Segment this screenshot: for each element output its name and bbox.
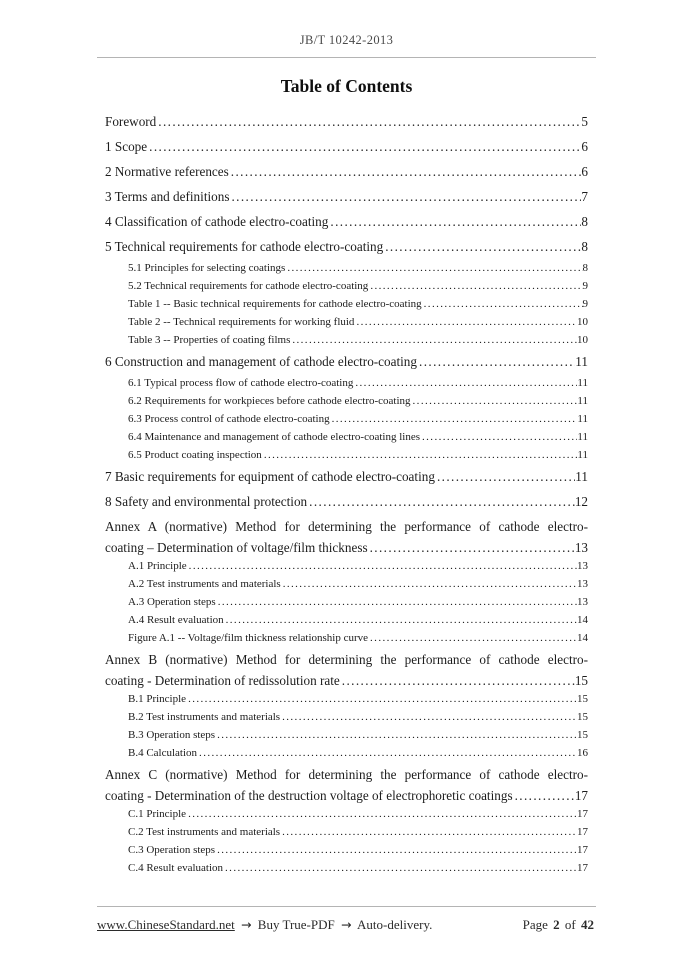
toc-entry	[105, 134, 588, 159]
toc-entry-page: 11	[575, 354, 588, 369]
toc-entry-page: 17	[577, 844, 588, 856]
toc-entry	[105, 446, 588, 464]
dot-leader	[187, 557, 577, 575]
dot-leader	[229, 184, 581, 209]
toc-entry	[105, 259, 588, 277]
toc-entry-page: 11	[577, 413, 588, 425]
toc-entry-page: 11	[577, 431, 588, 443]
dot-leader	[513, 787, 575, 805]
toc-entry	[105, 313, 588, 331]
toc-entry	[105, 859, 588, 877]
dot-leader	[285, 259, 582, 277]
toc-entry	[105, 159, 588, 184]
dot-leader	[417, 349, 575, 374]
dot-leader	[215, 841, 577, 859]
toc-entry-page: 7	[581, 189, 588, 204]
toc-entry	[105, 672, 588, 690]
arrow-icon: →	[340, 917, 352, 932]
arrow-icon: →	[241, 917, 252, 932]
toc-entry-page: 10	[577, 334, 588, 346]
toc-entry-page: 6	[581, 164, 588, 179]
toc-entry-page: 8	[581, 239, 588, 254]
dot-leader	[216, 593, 577, 611]
toc-entry-page: 11	[577, 377, 588, 389]
toc-entry-label: 5.1 Principles for selecting coatings	[128, 262, 286, 274]
dot-leader	[420, 428, 577, 446]
table-of-contents	[105, 109, 588, 877]
toc-entry-label: Foreword	[105, 114, 157, 129]
page-title: Table of Contents	[280, 76, 413, 96]
toc-entry-label: C.2 Test instruments and materials	[128, 826, 281, 838]
toc-entry	[105, 744, 588, 762]
toc-entry-label: Figure A.1 -- Voltage/film thickness relationship curve	[128, 632, 369, 644]
toc-entry-label: B.2 Test instruments and materials	[128, 711, 281, 723]
toc-entry	[105, 557, 588, 575]
dot-leader	[147, 134, 581, 159]
toc-entry	[105, 823, 588, 841]
toc-entry	[105, 629, 588, 647]
toc-entry-label: 5 Technical requirements for cathode electro-coating	[105, 239, 384, 254]
toc-entry-page: 17	[577, 808, 588, 820]
toc-entry-page: 11	[577, 395, 588, 407]
toc-entry-label: A.2 Test instruments and materials	[128, 578, 281, 590]
dot-leader	[307, 489, 575, 514]
dot-leader	[280, 708, 577, 726]
toc-entry-annex-line1: Annex C (normative) Method for determining the performance of cathode electro-	[105, 767, 588, 782]
toc-entry-label: Table 1 -- Basic technical requirements for cathode electro-coating	[128, 298, 422, 310]
dot-leader	[368, 539, 575, 557]
dot-leader	[223, 859, 577, 877]
toc-entry-label: 2 Normative references	[105, 164, 229, 179]
toc-entry-label: B.3 Operation steps	[128, 729, 216, 741]
toc-entry-page: 15	[577, 711, 588, 723]
toc-entry	[105, 787, 588, 805]
toc-entry-page: 17	[577, 862, 588, 874]
toc-entry	[105, 277, 588, 295]
site-link[interactable]: www.ChineseStandard.net	[97, 917, 235, 932]
of-label: of	[564, 917, 576, 932]
toc-entry	[105, 374, 588, 392]
toc-entry-page: 11	[577, 449, 588, 461]
buy-pdf-text: Buy True-PDF	[257, 917, 335, 932]
current-page-number: 2	[553, 917, 560, 932]
toc-entry	[105, 234, 588, 259]
toc-entry-label: 8 Safety and environmental protection	[105, 494, 308, 509]
toc-entry-annex-line1: Annex A (normative) Method for determining the performance of cathode electro-	[105, 519, 588, 534]
toc-entry	[105, 410, 588, 428]
toc-entry-page: 17	[574, 788, 588, 803]
toc-entry-label: A.1 Principle	[128, 560, 187, 572]
dot-leader	[224, 611, 577, 629]
toc-entry-label: 3 Terms and definitions	[105, 189, 230, 204]
dot-leader	[290, 331, 577, 349]
toc-entry-page: 8	[582, 262, 588, 274]
toc-entry-label: C.4 Result evaluation	[128, 862, 224, 874]
toc-entry-page: 12	[574, 494, 588, 509]
toc-entry-page: 10	[577, 316, 588, 328]
toc-entry-page: 11	[575, 469, 588, 484]
toc-entry	[105, 109, 588, 134]
toc-entry	[105, 805, 588, 823]
toc-entry-page: 6	[581, 139, 588, 154]
dot-leader	[422, 295, 583, 313]
delivery-text: Auto-delivery.	[357, 917, 433, 932]
toc-entry-page: 9	[582, 298, 588, 310]
toc-entry	[105, 392, 588, 410]
toc-entry-page: 15	[577, 729, 588, 741]
toc-entry-label: coating - Determination of redissolution rate	[105, 673, 340, 688]
toc-entry	[105, 726, 588, 744]
toc-entry	[105, 841, 588, 859]
toc-entry-page: 13	[577, 578, 588, 590]
page-indicator	[523, 917, 596, 933]
toc-entry-label: Table 2 -- Technical requirements for working fluid	[128, 316, 355, 328]
toc-entry-label: C.3 Operation steps	[128, 844, 216, 856]
doc-code: JB/T 10242-2013	[299, 33, 394, 47]
toc-entry-label: B.1 Principle	[128, 693, 187, 705]
total-pages-number: 42	[581, 917, 594, 932]
toc-entry-page: 13	[577, 560, 588, 572]
footer-left	[97, 917, 432, 933]
dot-leader	[280, 823, 577, 841]
toc-entry-page: 14	[577, 614, 588, 626]
dot-leader	[330, 410, 578, 428]
toc-entry-label: Table 3 -- Properties of coating films	[128, 334, 291, 346]
dot-leader	[328, 209, 581, 234]
toc-entry	[105, 489, 588, 514]
toc-entry-page: 13	[577, 596, 588, 608]
dot-leader	[186, 690, 577, 708]
page-label: Page	[522, 917, 548, 932]
toc-entry-label: B.4 Calculation	[128, 747, 198, 759]
dot-leader	[281, 575, 577, 593]
toc-entry-label: coating - Determination of the destruction voltage of electrophoretic coatings	[105, 788, 513, 803]
dot-leader	[411, 392, 578, 410]
toc-entry-page: 17	[577, 826, 588, 838]
toc-entry-label: C.1 Principle	[128, 808, 187, 820]
toc-entry-label: 1 Scope	[105, 139, 148, 154]
dot-leader	[262, 446, 578, 464]
toc-entry	[105, 331, 588, 349]
toc-entry	[105, 575, 588, 593]
toc-entry	[105, 539, 588, 557]
toc-entry-page: 15	[574, 673, 588, 688]
toc-entry	[105, 593, 588, 611]
toc-entry-page: 14	[577, 632, 588, 644]
dot-leader	[229, 159, 582, 184]
toc-entry	[105, 295, 588, 313]
toc-entry-page: 13	[574, 540, 588, 555]
toc-entry	[105, 708, 588, 726]
toc-entry-label: coating – Determination of voltage/film thickness	[105, 540, 368, 555]
toc-entry-label: A.3 Operation steps	[128, 596, 216, 608]
page-header	[0, 0, 693, 48]
toc-entry-page: 16	[577, 747, 588, 759]
footer-divider	[97, 906, 596, 907]
dot-leader	[186, 805, 577, 823]
toc-entry	[105, 428, 588, 446]
dot-leader	[354, 313, 577, 331]
toc-entry	[105, 690, 588, 708]
dot-leader	[368, 277, 582, 295]
dot-leader	[340, 672, 575, 690]
toc-entry-label: A.4 Result evaluation	[128, 614, 224, 626]
toc-entry	[105, 349, 588, 374]
dot-leader	[435, 464, 575, 489]
dot-leader	[353, 374, 577, 392]
toc-entry-label: 5.2 Technical requirements for cathode electro-coating	[128, 280, 369, 292]
toc-entry-page: 9	[582, 280, 588, 292]
toc-entry	[105, 209, 588, 234]
toc-entry-page: 5	[581, 114, 588, 129]
toc-entry-page: 8	[581, 214, 588, 229]
header-divider	[97, 57, 596, 58]
toc-entry-label: 6.5 Product coating inspection	[128, 449, 262, 461]
dot-leader	[215, 726, 577, 744]
toc-entry-label: 6.1 Typical process flow of cathode electro-coating	[128, 377, 354, 389]
toc-entry-page: 15	[577, 693, 588, 705]
toc-entry	[105, 611, 588, 629]
toc-entry-label: 7 Basic requirements for equipment of cathode electro-coating	[105, 469, 435, 484]
toc-entry	[105, 464, 588, 489]
dot-leader	[197, 744, 577, 762]
toc-entry	[105, 184, 588, 209]
page-footer	[0, 906, 693, 933]
dot-leader	[156, 109, 581, 134]
toc-entry-label: 6.3 Process control of cathode electro-coating	[128, 413, 330, 425]
toc-entry-label: 6 Construction and management of cathode electro-coating	[105, 354, 417, 369]
toc-entry-annex-line1: Annex B (normative) Method for determining the performance of cathode electro-	[105, 652, 588, 667]
toc-entry-label: 6.2 Requirements for workpieces before cathode electro-coating	[128, 395, 411, 407]
dot-leader	[383, 234, 581, 259]
toc-entry-label: 4 Classification of cathode electro-coating	[105, 214, 329, 229]
dot-leader	[368, 629, 577, 647]
toc-entry-label: 6.4 Maintenance and management of cathode electro-coating lines	[128, 431, 420, 443]
